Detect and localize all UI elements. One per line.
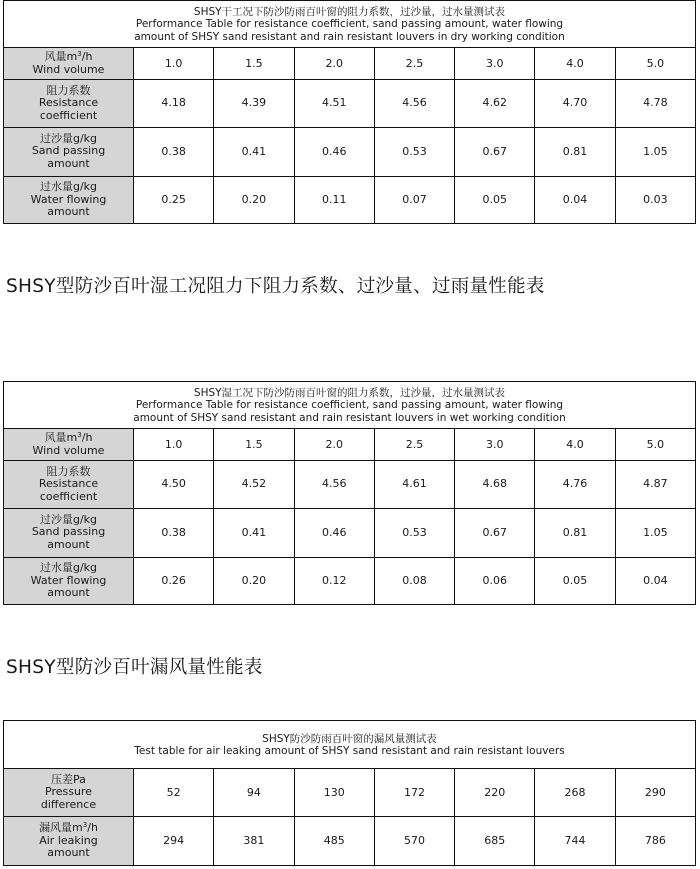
row-header-line: 漏风量$m^3/h$ bbox=[39, 821, 98, 835]
table-cell: 2.5 bbox=[374, 429, 454, 461]
row-header-line: 风量$m^3/h$ bbox=[44, 50, 93, 64]
table-cell: 4.0 bbox=[535, 429, 615, 461]
table-cell: 0.06 bbox=[455, 557, 535, 604]
table-cell: 4.52 bbox=[214, 461, 294, 508]
row-header-resistance: 阻力系数 Resistance coefficient bbox=[4, 80, 134, 127]
table-cell: 1.0 bbox=[134, 48, 214, 80]
dry-row-sand-passing bbox=[4, 127, 696, 176]
table-cell: 485 bbox=[294, 817, 374, 866]
table-cell: 685 bbox=[455, 817, 535, 866]
table-cell: 4.70 bbox=[535, 80, 615, 127]
table-cell: 0.81 bbox=[535, 127, 615, 176]
table-cell: 0.07 bbox=[374, 176, 454, 223]
table-cell: 4.76 bbox=[535, 461, 615, 508]
wet-table-caption: SHSY湿工况下防沙防雨百叶窗的阻力系数，过沙量，过水量测试表 Performance Table for resistance coefficient, sand passing amount, water flowing amount of SHSY sand resistant and rain resistant louvers in wet working condition bbox=[4, 382, 696, 429]
table-cell: 0.05 bbox=[535, 557, 615, 604]
table-cell: 0.41 bbox=[214, 127, 294, 176]
table-cell: 4.50 bbox=[134, 461, 214, 508]
dry-performance-table bbox=[3, 0, 696, 224]
table-cell: 0.03 bbox=[615, 176, 695, 223]
table-cell: 0.53 bbox=[374, 508, 454, 557]
dry-row-wind-volume bbox=[4, 48, 696, 80]
table-cell: 0.12 bbox=[294, 557, 374, 604]
table-cell: 52 bbox=[134, 769, 214, 817]
table-cell: 0.20 bbox=[214, 557, 294, 604]
table-cell: 0.46 bbox=[294, 508, 374, 557]
table-cell: 1.5 bbox=[214, 429, 294, 461]
table-cell: 0.41 bbox=[214, 508, 294, 557]
table-cell: 2.0 bbox=[294, 429, 374, 461]
leak-row-air-leaking bbox=[4, 817, 696, 866]
table-cell: 2.5 bbox=[374, 48, 454, 80]
table-cell: 0.67 bbox=[455, 508, 535, 557]
row-header-sand-passing: 过沙量g/kg Sand passing amount bbox=[4, 508, 134, 557]
table-cell: 2.0 bbox=[294, 48, 374, 80]
wet-row-wind-volume bbox=[4, 429, 696, 461]
table-cell: 4.68 bbox=[455, 461, 535, 508]
row-header-air-leaking: 漏风量$m^3/h$ Air leaking amount bbox=[4, 817, 134, 866]
row-header-wind-volume: 风量$m^3/h$ Wind volume bbox=[4, 48, 134, 80]
table-cell: 0.08 bbox=[374, 557, 454, 604]
table-cell: 94 bbox=[214, 769, 294, 817]
dry-row-water-flowing bbox=[4, 176, 696, 223]
table-cell: 0.04 bbox=[615, 557, 695, 604]
wet-performance-table bbox=[3, 381, 696, 605]
table-cell: 0.04 bbox=[535, 176, 615, 223]
table-cell: 0.81 bbox=[535, 508, 615, 557]
table-cell: 0.53 bbox=[374, 127, 454, 176]
table-cell: 0.38 bbox=[134, 127, 214, 176]
table-cell: 294 bbox=[134, 817, 214, 866]
table-cell: 4.62 bbox=[455, 80, 535, 127]
table-cell: 0.11 bbox=[294, 176, 374, 223]
table-cell: 4.51 bbox=[294, 80, 374, 127]
table-cell: 0.67 bbox=[455, 127, 535, 176]
table-cell: 786 bbox=[615, 817, 695, 866]
dry-table-caption: SHSY干工况下防沙防雨百叶窗的阻力系数，过沙量，过水量测试表 Performance Table for resistance coefficient, sand passing amount, water flowing amount of SHSY sand resistant and rain resistant louvers in dry working condition bbox=[4, 1, 696, 48]
table-cell: 0.25 bbox=[134, 176, 214, 223]
table-cell: 3.0 bbox=[455, 48, 535, 80]
table-cell: 172 bbox=[374, 769, 454, 817]
table-cell: 130 bbox=[294, 769, 374, 817]
row-header-water-flowing: 过水量g/kg Water flowing amount bbox=[4, 176, 134, 223]
leak-table-caption: SHSY防沙防雨百叶窗的漏风量测试表 Test table for air leaking amount of SHSY sand resistant and rain resistant louvers bbox=[4, 721, 696, 769]
table-cell: 4.39 bbox=[214, 80, 294, 127]
table-cell: 4.61 bbox=[374, 461, 454, 508]
table-cell: 0.26 bbox=[134, 557, 214, 604]
table-cell: 1.5 bbox=[214, 48, 294, 80]
table-cell: 3.0 bbox=[455, 429, 535, 461]
row-header-pressure: 压差Pa Pressure difference bbox=[4, 769, 134, 817]
table-cell: 0.46 bbox=[294, 127, 374, 176]
table-cell: 4.18 bbox=[134, 80, 214, 127]
table-cell: 0.38 bbox=[134, 508, 214, 557]
table-cell: 4.78 bbox=[615, 80, 695, 127]
row-header-water-flowing: 过水量g/kg Water flowing amount bbox=[4, 557, 134, 604]
table-cell: 4.87 bbox=[615, 461, 695, 508]
dry-row-resistance bbox=[4, 80, 696, 127]
table-cell: 0.05 bbox=[455, 176, 535, 223]
leak-section-heading: SHSY型防沙百叶漏风量性能表 bbox=[6, 657, 263, 678]
wet-row-resistance bbox=[4, 461, 696, 508]
table-cell: 5.0 bbox=[615, 48, 695, 80]
table-cell: 1.05 bbox=[615, 508, 695, 557]
air-leak-table bbox=[3, 720, 696, 866]
row-header-resistance: 阻力系数 Resistance coefficient bbox=[4, 461, 134, 508]
table-cell: 744 bbox=[535, 817, 615, 866]
wet-section-heading: SHSY型防沙百叶湿工况阻力下阻力系数、过沙量、过雨量性能表 bbox=[6, 276, 545, 297]
table-cell: 570 bbox=[374, 817, 454, 866]
row-header-line: 风量$m^3/h$ bbox=[44, 431, 93, 445]
table-cell: 1.0 bbox=[134, 429, 214, 461]
table-cell: 5.0 bbox=[615, 429, 695, 461]
table-cell: 290 bbox=[615, 769, 695, 817]
table-cell: 0.20 bbox=[214, 176, 294, 223]
row-header-wind-volume: 风量$m^3/h$ Wind volume bbox=[4, 429, 134, 461]
table-cell: 4.56 bbox=[294, 461, 374, 508]
table-cell: 220 bbox=[455, 769, 535, 817]
table-cell: 268 bbox=[535, 769, 615, 817]
table-cell: 4.0 bbox=[535, 48, 615, 80]
table-cell: 381 bbox=[214, 817, 294, 866]
wet-row-water-flowing bbox=[4, 557, 696, 604]
leak-row-pressure bbox=[4, 769, 696, 817]
row-header-sand-passing: 过沙量g/kg Sand passing amount bbox=[4, 127, 134, 176]
wet-row-sand-passing bbox=[4, 508, 696, 557]
table-cell: 1.05 bbox=[615, 127, 695, 176]
table-cell: 4.56 bbox=[374, 80, 454, 127]
